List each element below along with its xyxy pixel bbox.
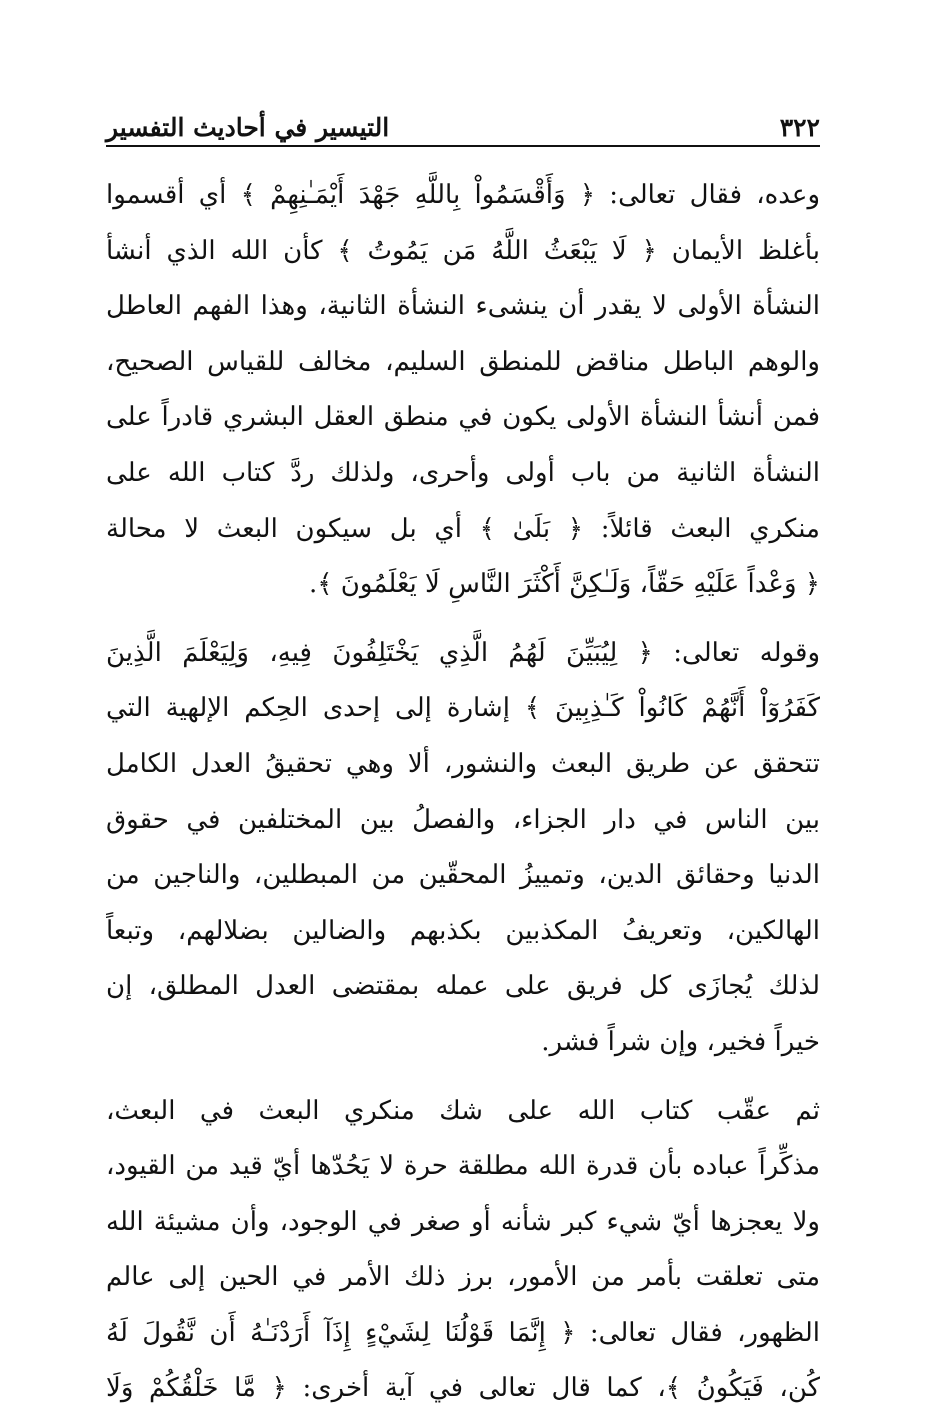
paragraph-spacer	[106, 613, 820, 626]
paragraph-3	[106, 1084, 820, 1417]
page-header	[106, 100, 820, 142]
text-line: النشأة الأولى لا يقدر أن ينشىء النشأة الثانية، وهذا الفهم العاطل	[106, 279, 820, 335]
text-line: كَفَرُوٓاْ أَنَّهُمْ كَانُواْ كَـٰذِبِينَ ﴾ إشارة إلى إحدى الحِكم الإلهية التي	[106, 681, 820, 737]
text-line: تتحقق عن طريق البعث والنشور، ألا وهي تحقيقُ العدل الكامل	[106, 737, 820, 793]
text-line: وقوله تعالى: ﴿ لِيُبَيِّنَ لَهُمُ الَّذِي يَخْتَلِفُونَ فِيهِ، وَلِيَعْلَمَ الَّذِينَ	[106, 626, 820, 682]
text-line: لذلك يُجازَى كل فريق على عمله بمقتضى العدل المطلق، إن	[106, 959, 820, 1015]
header-divider	[106, 145, 820, 147]
text-line: فمن أنشأ النشأة الأولى يكون في منطق العقل البشري قادراً على	[106, 390, 820, 446]
text-line: بأغلظ الأيمان ﴿ لَا يَبْعَثُ اللَّهُ مَن يَمُوتُ ﴾ كأن الله الذي أنشأ	[106, 224, 820, 280]
paragraph-spacer	[106, 1071, 820, 1084]
text-line: خيراً فخير، وإن شراً فشر.	[106, 1015, 820, 1071]
text-line: ولا يعجزها أيّ شيء كبر شأنه أو صغر في الوجود، وأن مشيئة الله	[106, 1195, 820, 1251]
text-line: بين الناس في دار الجزاء، والفصلُ بين المختلفين في حقوق	[106, 793, 820, 849]
text-line: الظهور، فقال تعالى: ﴿ إِنَّمَا قَوْلُنَا لِشَيْءٍ إِذَآ أَرَدْنَـٰهُ أَن نَّقُولَ لَهُ	[106, 1306, 820, 1362]
text-line: منكري البعث قائلاً: ﴿ بَلَىٰ ﴾ أي بل سيكون البعث لا محالة	[106, 502, 820, 558]
text-line: الهالكين، وتعريفُ المكذبين بكذبهم والضالين بضلالهم، وتبعاً	[106, 904, 820, 960]
text-line: وعده، فقال تعالى: ﴿ وَأَقْسَمُواْ بِاللَّهِ جَهْدَ أَيْمَـٰنِهِمْ ﴾ أي أقسموا	[106, 168, 820, 224]
text-line: الدنيا وحقائق الدين، وتمييزُ المحقّين من المبطلين، والناجين من	[106, 848, 820, 904]
text-line: والوهم الباطل مناقض للمنطق السليم، مخالف للقياس الصحيح،	[106, 335, 820, 391]
text-line: مذكِّراً عباده بأن قدرة الله مطلقة حرة لا يَحُدّها أيّ قيد من القيود،	[106, 1139, 820, 1195]
text-line: كُن، فَيَكُونُ ﴾، كما قال تعالى في آية أخرى: ﴿ مَّا خَلْقُكُمْ وَلَا	[106, 1361, 820, 1417]
text-line: متى تعلقت بأمر من الأمور، برز ذلك الأمر في الحين إلى عالم	[106, 1250, 820, 1306]
text-line: النشأة الثانية من باب أولى وأحرى، ولذلك ردَّ كتاب الله على	[106, 446, 820, 502]
page-number: ٣٢٢	[780, 113, 820, 142]
text-line: ﴿ وَعْداً عَلَيْهِ حَقّاً، وَلَـٰكِنَّ أَكْثَرَ النَّاسِ لَا يَعْلَمُونَ ﴾.	[106, 557, 820, 613]
body-text	[106, 168, 820, 1417]
text-line: ثم عقّب كتاب الله على شك منكري البعث في البعث،	[106, 1084, 820, 1140]
paragraph-2	[106, 626, 820, 1071]
running-title: التيسير في أحاديث التفسير	[106, 113, 389, 142]
paragraph-1	[106, 168, 820, 613]
